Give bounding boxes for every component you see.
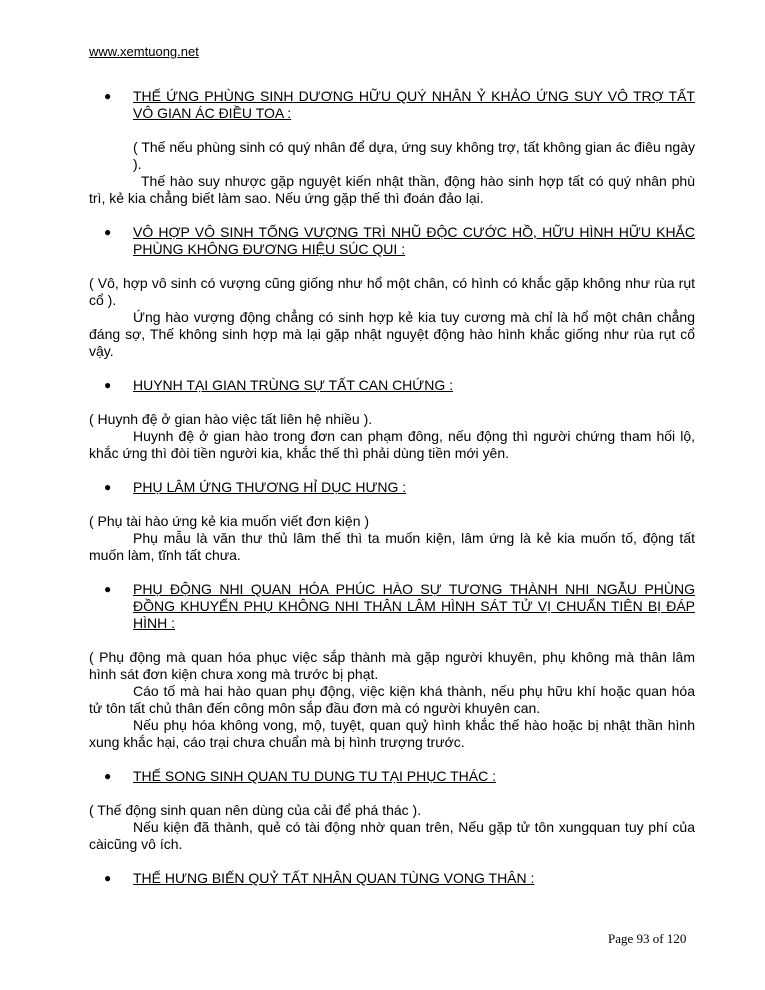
paragraph: Ứng hào vượng động chẳng có sinh hợp kẻ kia tuy cương mà chỉ là hổ một chân chẳng đáng sợ, Thế không sinh hợp mà lại gặp nhật nguyệt động hào hình khắc giống như rùa rụt cổ vậy. xyxy=(89,309,695,359)
paragraph: Cáo tố mà hai hào quan phụ động, việc kiện khá thành, nếu phụ hữu khí hoặc quan hóa tử tôn tất chủ thân đến công môn sắp đầu đơn mà có người khuyên can. xyxy=(89,683,695,716)
section-heading: ● VÔ HỢP VÔ SINH TỐNG VƯỢNG TRÌ NHŨ ĐỘC CƯỚC HỒ, HỮU HÌNH HỮU KHẮC PHÙNG KHÔNG ĐƯƠNG HIỆU SÚC QUI : xyxy=(104,224,695,257)
document-body xyxy=(89,84,695,887)
bullet-icon: ● xyxy=(104,769,112,783)
section-heading: ● HUYNH TẠI GIAN TRÙNG SỰ TẤT CAN CHỨNG : xyxy=(104,377,454,393)
section-heading: ● PHỤ ĐỘNG NHI QUAN HÓA PHÚC HÀO SỰ TƯƠNG THÀNH NHI NGẪU PHÙNG ĐỒNG KHUYẾN PHỤ KHÔNG NHI THÂN LÂM HÌNH SÁT TỬ VỊ CHUẨN TIÊN BỊ ĐÁP HÌNH : xyxy=(104,581,695,631)
paragraph: ( Thế nếu phùng sinh có quý nhân để dựa, ứng suy không trợ, tất không gian ác điêu ngày ). xyxy=(133,139,695,172)
section-heading: ● THẾ HƯNG BIẾN QUỶ TẤT NHÂN QUAN TÙNG VONG THÂN : xyxy=(104,870,535,886)
paragraph: ( Thế động sinh quan nên dùng của cải để phá thác ). xyxy=(89,802,422,818)
paragraph: Thế hào suy nhược gặp nguyệt kiến nhật thần, động hào sinh hợp tất có quý nhân phù trì, kẻ kia chẳng biết làm sao. Nếu ứng gặp thế thì đoán đảo lại. xyxy=(89,173,695,206)
section-heading: ● PHỤ LÂM ỨNG THƯƠNG HỈ DỤC HƯNG : xyxy=(104,479,407,495)
paragraph: ( Phụ động mà quan hóa phục việc sắp thành mà gặp người khuyên, phụ không mà thân lâm hình sát đơn kiện chưa xong mà trước bị phạt. xyxy=(89,649,695,682)
page-number: Page 93 of 120 xyxy=(608,931,687,946)
site-header[interactable]: www.xemtuong.net xyxy=(89,44,199,59)
paragraph: ( Phụ tài hào ứng kẻ kia muốn viết đơn kiện ) xyxy=(89,513,370,529)
paragraph: Phụ mẫu là văn thư thủ lâm thế thì ta muốn kiện, lâm ứng là kẻ kia muốn tố, động tất muốn làm, tĩnh tất chưa. xyxy=(89,530,695,563)
bullet-icon: ● xyxy=(104,480,112,494)
paragraph: Nếu phụ hóa không vong, mộ, tuyệt, quan quỷ hình khắc thế hào hoặc bị nhật thần hình xung khắc hại, cáo trại chưa chuẩn mà bị hình trượng trước. xyxy=(89,717,695,750)
bullet-icon: ● xyxy=(104,225,112,239)
bullet-icon: ● xyxy=(104,89,112,103)
bullet-icon: ● xyxy=(104,871,112,885)
section-heading: ● THẾ SONG SINH QUAN TU DUNG TU TẠI PHỤC THÁC : xyxy=(104,768,497,784)
paragraph: ( Huynh đệ ở gian hào việc tất liên hệ nhiều ). xyxy=(89,411,373,427)
bullet-icon: ● xyxy=(104,582,112,596)
bullet-icon: ● xyxy=(104,378,112,392)
paragraph: Nếu kiện đã thành, quẻ có tài động nhờ quan trên, Nếu gặp tử tôn xungquan tuy phí của càicũng vô ích. xyxy=(89,819,695,852)
paragraph: Huynh đệ ở gian hào trong đơn can phạm đông, nếu động thì người chứng tham hối lộ, khắc ứng thì đòi tiền người kia, khắc thế thì phải dùng tiền mới yên. xyxy=(89,428,695,461)
paragraph: ( Vô, hợp vô sinh có vượng cũng giống như hổ một chân, có hình có khắc gặp không như rùa rụt cổ ). xyxy=(89,275,695,308)
section-heading: ● THẾ ỨNG PHÙNG SINH DƯƠNG HỮU QUÝ NHÂN Ỷ KHẢO ỨNG SUY VÔ TRỢ TẤT VÔ GIAN ÁC ĐIỀU TOA : xyxy=(104,88,695,121)
